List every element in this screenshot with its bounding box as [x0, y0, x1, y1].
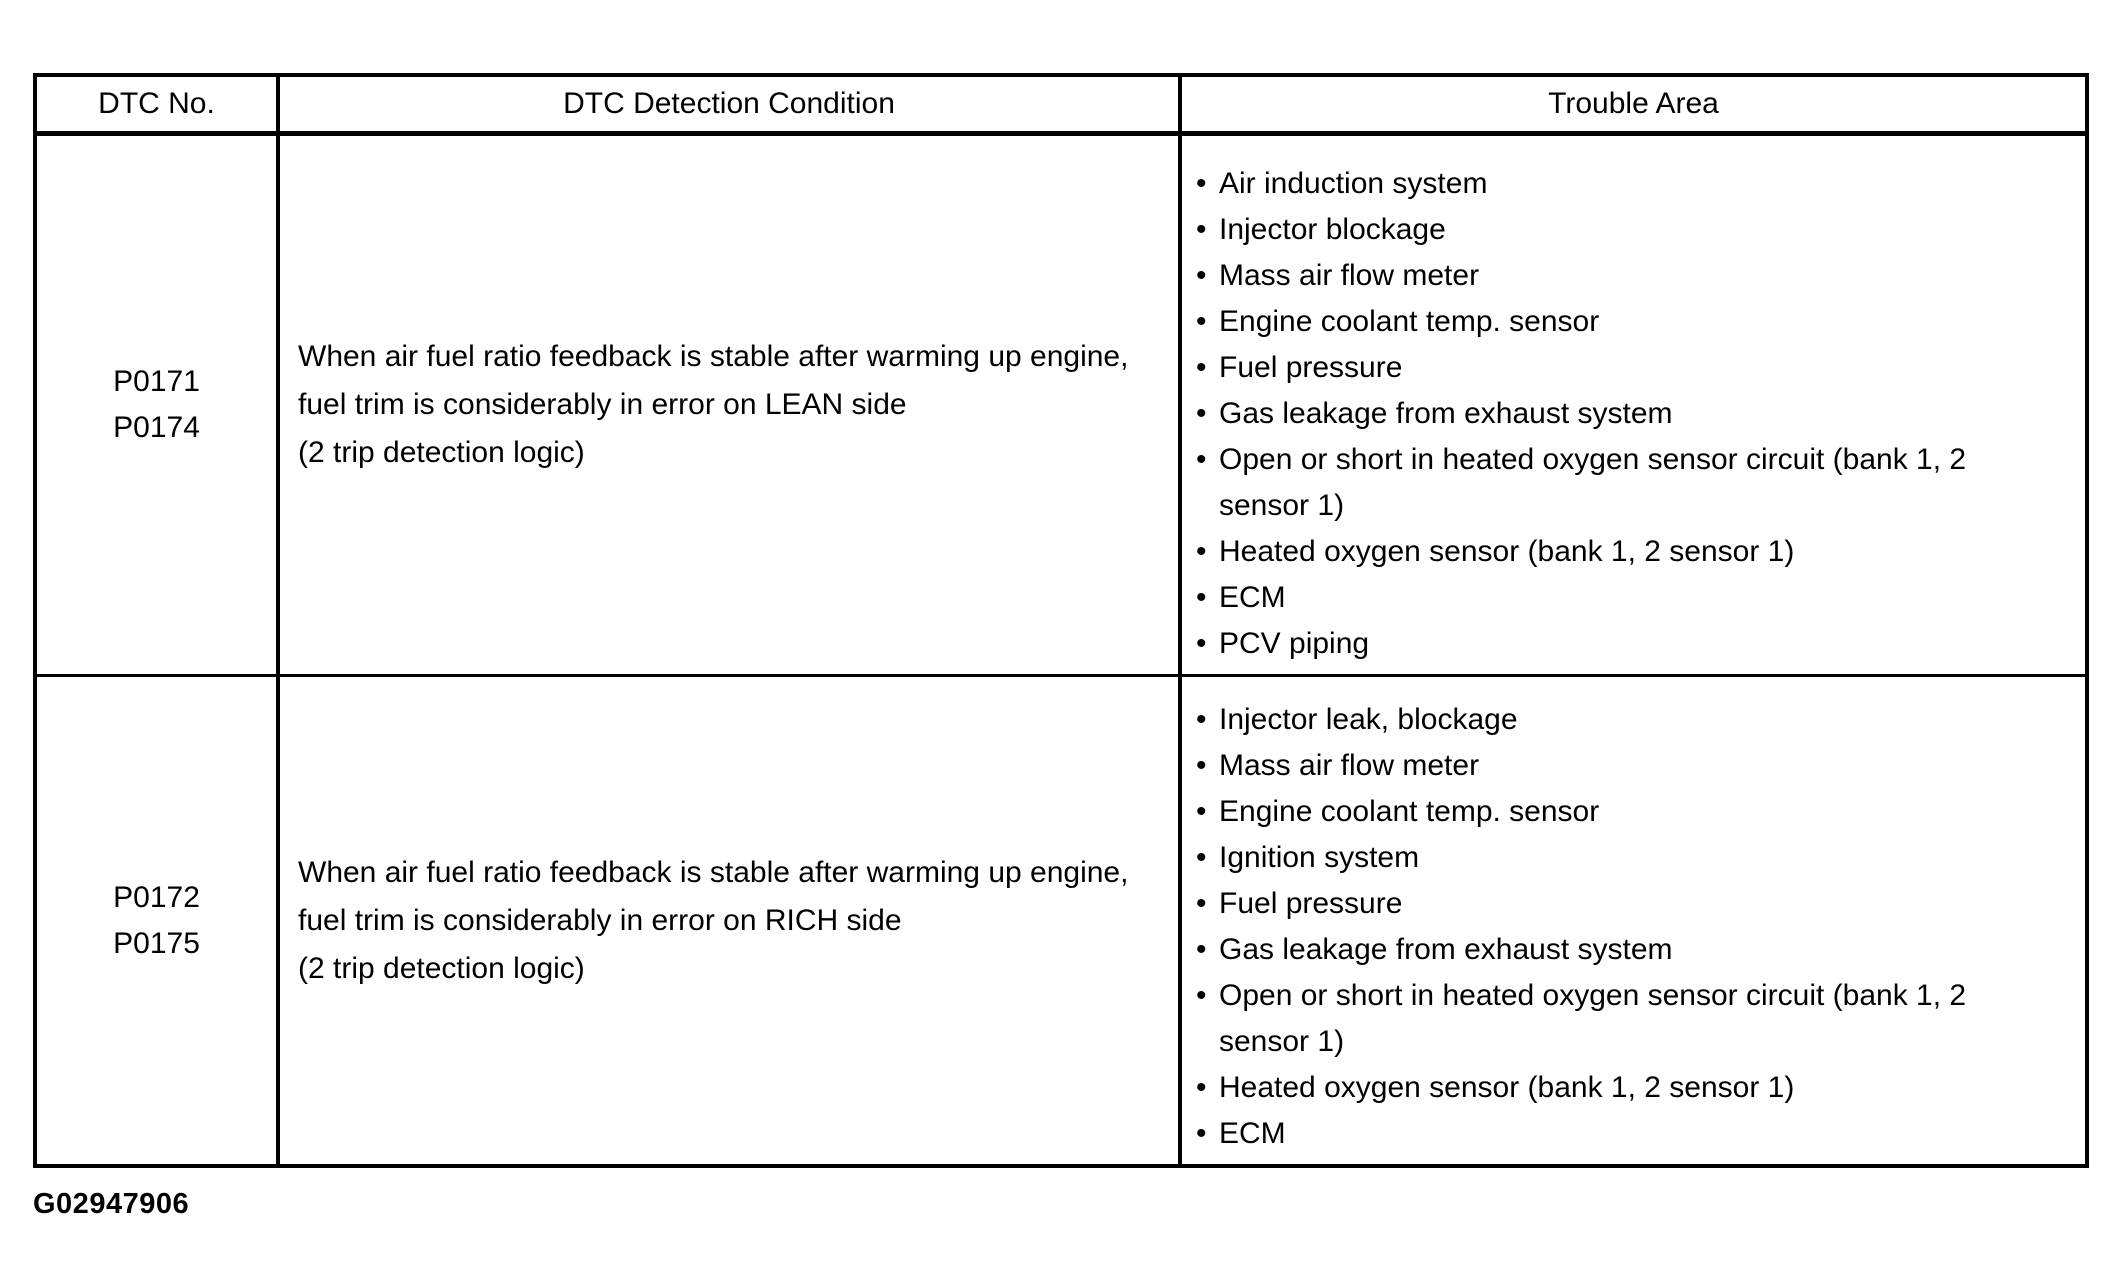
- trouble-area-item-text: Air induction system: [1219, 167, 1488, 200]
- condition-line: fuel trim is considerably in error on LEAN side: [298, 388, 907, 421]
- col-header-detection-condition-label: DTC Detection Condition: [563, 87, 895, 120]
- dtc-no-cell-row1: [37, 136, 280, 677]
- trouble-area-item-text: Gas leakage from exhaust system: [1219, 397, 1673, 430]
- trouble-area-item: [1196, 575, 2063, 621]
- bullet-icon: •: [1196, 213, 1207, 246]
- bullet-icon: •: [1196, 1071, 1207, 1104]
- trouble-area-item-text: ECM: [1219, 1117, 1286, 1150]
- trouble-area-item: [1196, 789, 2063, 835]
- dtc-code: P0175: [113, 926, 200, 960]
- col-header-trouble-area: [1182, 77, 2085, 136]
- trouble-area-item: [1196, 161, 2063, 207]
- trouble-area-item: [1196, 743, 2063, 789]
- bullet-icon: •: [1196, 397, 1207, 430]
- col-header-dtc-no: [37, 77, 280, 136]
- bullet-icon: •: [1196, 933, 1207, 966]
- condition-line: When air fuel ratio feedback is stable after warming up engine,: [298, 340, 1129, 373]
- dtc-code: P0172: [113, 880, 200, 914]
- trouble-area-item: [1196, 973, 2063, 1065]
- detection-condition-cell-row1: [280, 136, 1182, 677]
- trouble-area-item-text: Fuel pressure: [1219, 887, 1403, 920]
- trouble-area-item-text: Mass air flow meter: [1219, 749, 1480, 782]
- trouble-area-item-text: PCV piping: [1219, 627, 1370, 660]
- figure-code: G02947906: [33, 1188, 190, 1220]
- bullet-icon: •: [1196, 581, 1207, 614]
- trouble-area-item: [1196, 299, 2063, 345]
- trouble-area-item: [1196, 1065, 2063, 1111]
- col-header-detection-condition: [280, 77, 1182, 136]
- trouble-area-item-text: Open or short in heated oxygen sensor circuit (bank 1, 2 sensor 1): [1219, 443, 1967, 522]
- trouble-area-cell-row2: [1182, 677, 2085, 1164]
- col-header-dtc-no-label: DTC No.: [98, 87, 215, 120]
- trouble-area-item: [1196, 621, 2063, 667]
- trouble-area-item: [1196, 207, 2063, 253]
- condition-line: When air fuel ratio feedback is stable after warming up engine,: [298, 855, 1129, 889]
- bullet-icon: •: [1196, 703, 1207, 736]
- bullet-icon: •: [1196, 167, 1207, 200]
- condition-line: (2 trip detection logic): [298, 436, 585, 469]
- bullet-icon: •: [1196, 443, 1207, 476]
- trouble-area-item-text: Gas leakage from exhaust system: [1219, 933, 1673, 966]
- dtc-code: P0174: [113, 411, 200, 444]
- trouble-area-item-text: Heated oxygen sensor (bank 1, 2 sensor 1): [1219, 1071, 1795, 1104]
- col-header-trouble-area-label: Trouble Area: [1548, 87, 1719, 120]
- trouble-area-item-text: Ignition system: [1219, 841, 1420, 874]
- trouble-area-item-text: Injector leak, blockage: [1219, 703, 1518, 736]
- bullet-icon: •: [1196, 887, 1207, 920]
- bullet-icon: •: [1196, 979, 1207, 1012]
- bullet-icon: •: [1196, 259, 1207, 292]
- trouble-area-item: [1196, 1111, 2063, 1157]
- dtc-table: [33, 73, 2089, 1168]
- bullet-icon: •: [1196, 749, 1207, 782]
- trouble-area-item-text: Fuel pressure: [1219, 351, 1403, 384]
- trouble-area-item: [1196, 697, 2063, 743]
- bullet-icon: •: [1196, 305, 1207, 338]
- trouble-area-item-text: Mass air flow meter: [1219, 259, 1480, 292]
- trouble-area-item-text: Engine coolant temp. sensor: [1219, 305, 1600, 338]
- trouble-area-item-text: Injector blockage: [1219, 213, 1446, 246]
- trouble-area-item: [1196, 437, 2063, 529]
- bullet-icon: •: [1196, 795, 1207, 828]
- detection-condition-cell-row2: [280, 677, 1182, 1164]
- condition-line: (2 trip detection logic): [298, 951, 585, 985]
- trouble-area-item: [1196, 253, 2063, 299]
- bullet-icon: •: [1196, 841, 1207, 874]
- trouble-area-item-text: ECM: [1219, 581, 1286, 614]
- trouble-area-item: [1196, 345, 2063, 391]
- trouble-area-item: [1196, 881, 2063, 927]
- trouble-area-item: [1196, 927, 2063, 973]
- trouble-area-item: [1196, 391, 2063, 437]
- trouble-area-item: [1196, 529, 2063, 575]
- trouble-area-item-text: Engine coolant temp. sensor: [1219, 795, 1600, 828]
- trouble-area-cell-row1: [1182, 136, 2085, 677]
- dtc-code: P0171: [113, 365, 200, 398]
- trouble-area-list: [1196, 161, 2063, 667]
- dtc-no-cell-row2: [37, 677, 280, 1164]
- condition-line: fuel trim is considerably in error on RICH side: [298, 903, 902, 937]
- bullet-icon: •: [1196, 1117, 1207, 1150]
- trouble-area-item: [1196, 835, 2063, 881]
- bullet-icon: •: [1196, 351, 1207, 384]
- trouble-area-item-text: Open or short in heated oxygen sensor circuit (bank 1, 2 sensor 1): [1219, 979, 1967, 1058]
- bullet-icon: •: [1196, 627, 1207, 660]
- trouble-area-list: [1196, 697, 2063, 1157]
- trouble-area-item-text: Heated oxygen sensor (bank 1, 2 sensor 1): [1219, 535, 1795, 568]
- bullet-icon: •: [1196, 535, 1207, 568]
